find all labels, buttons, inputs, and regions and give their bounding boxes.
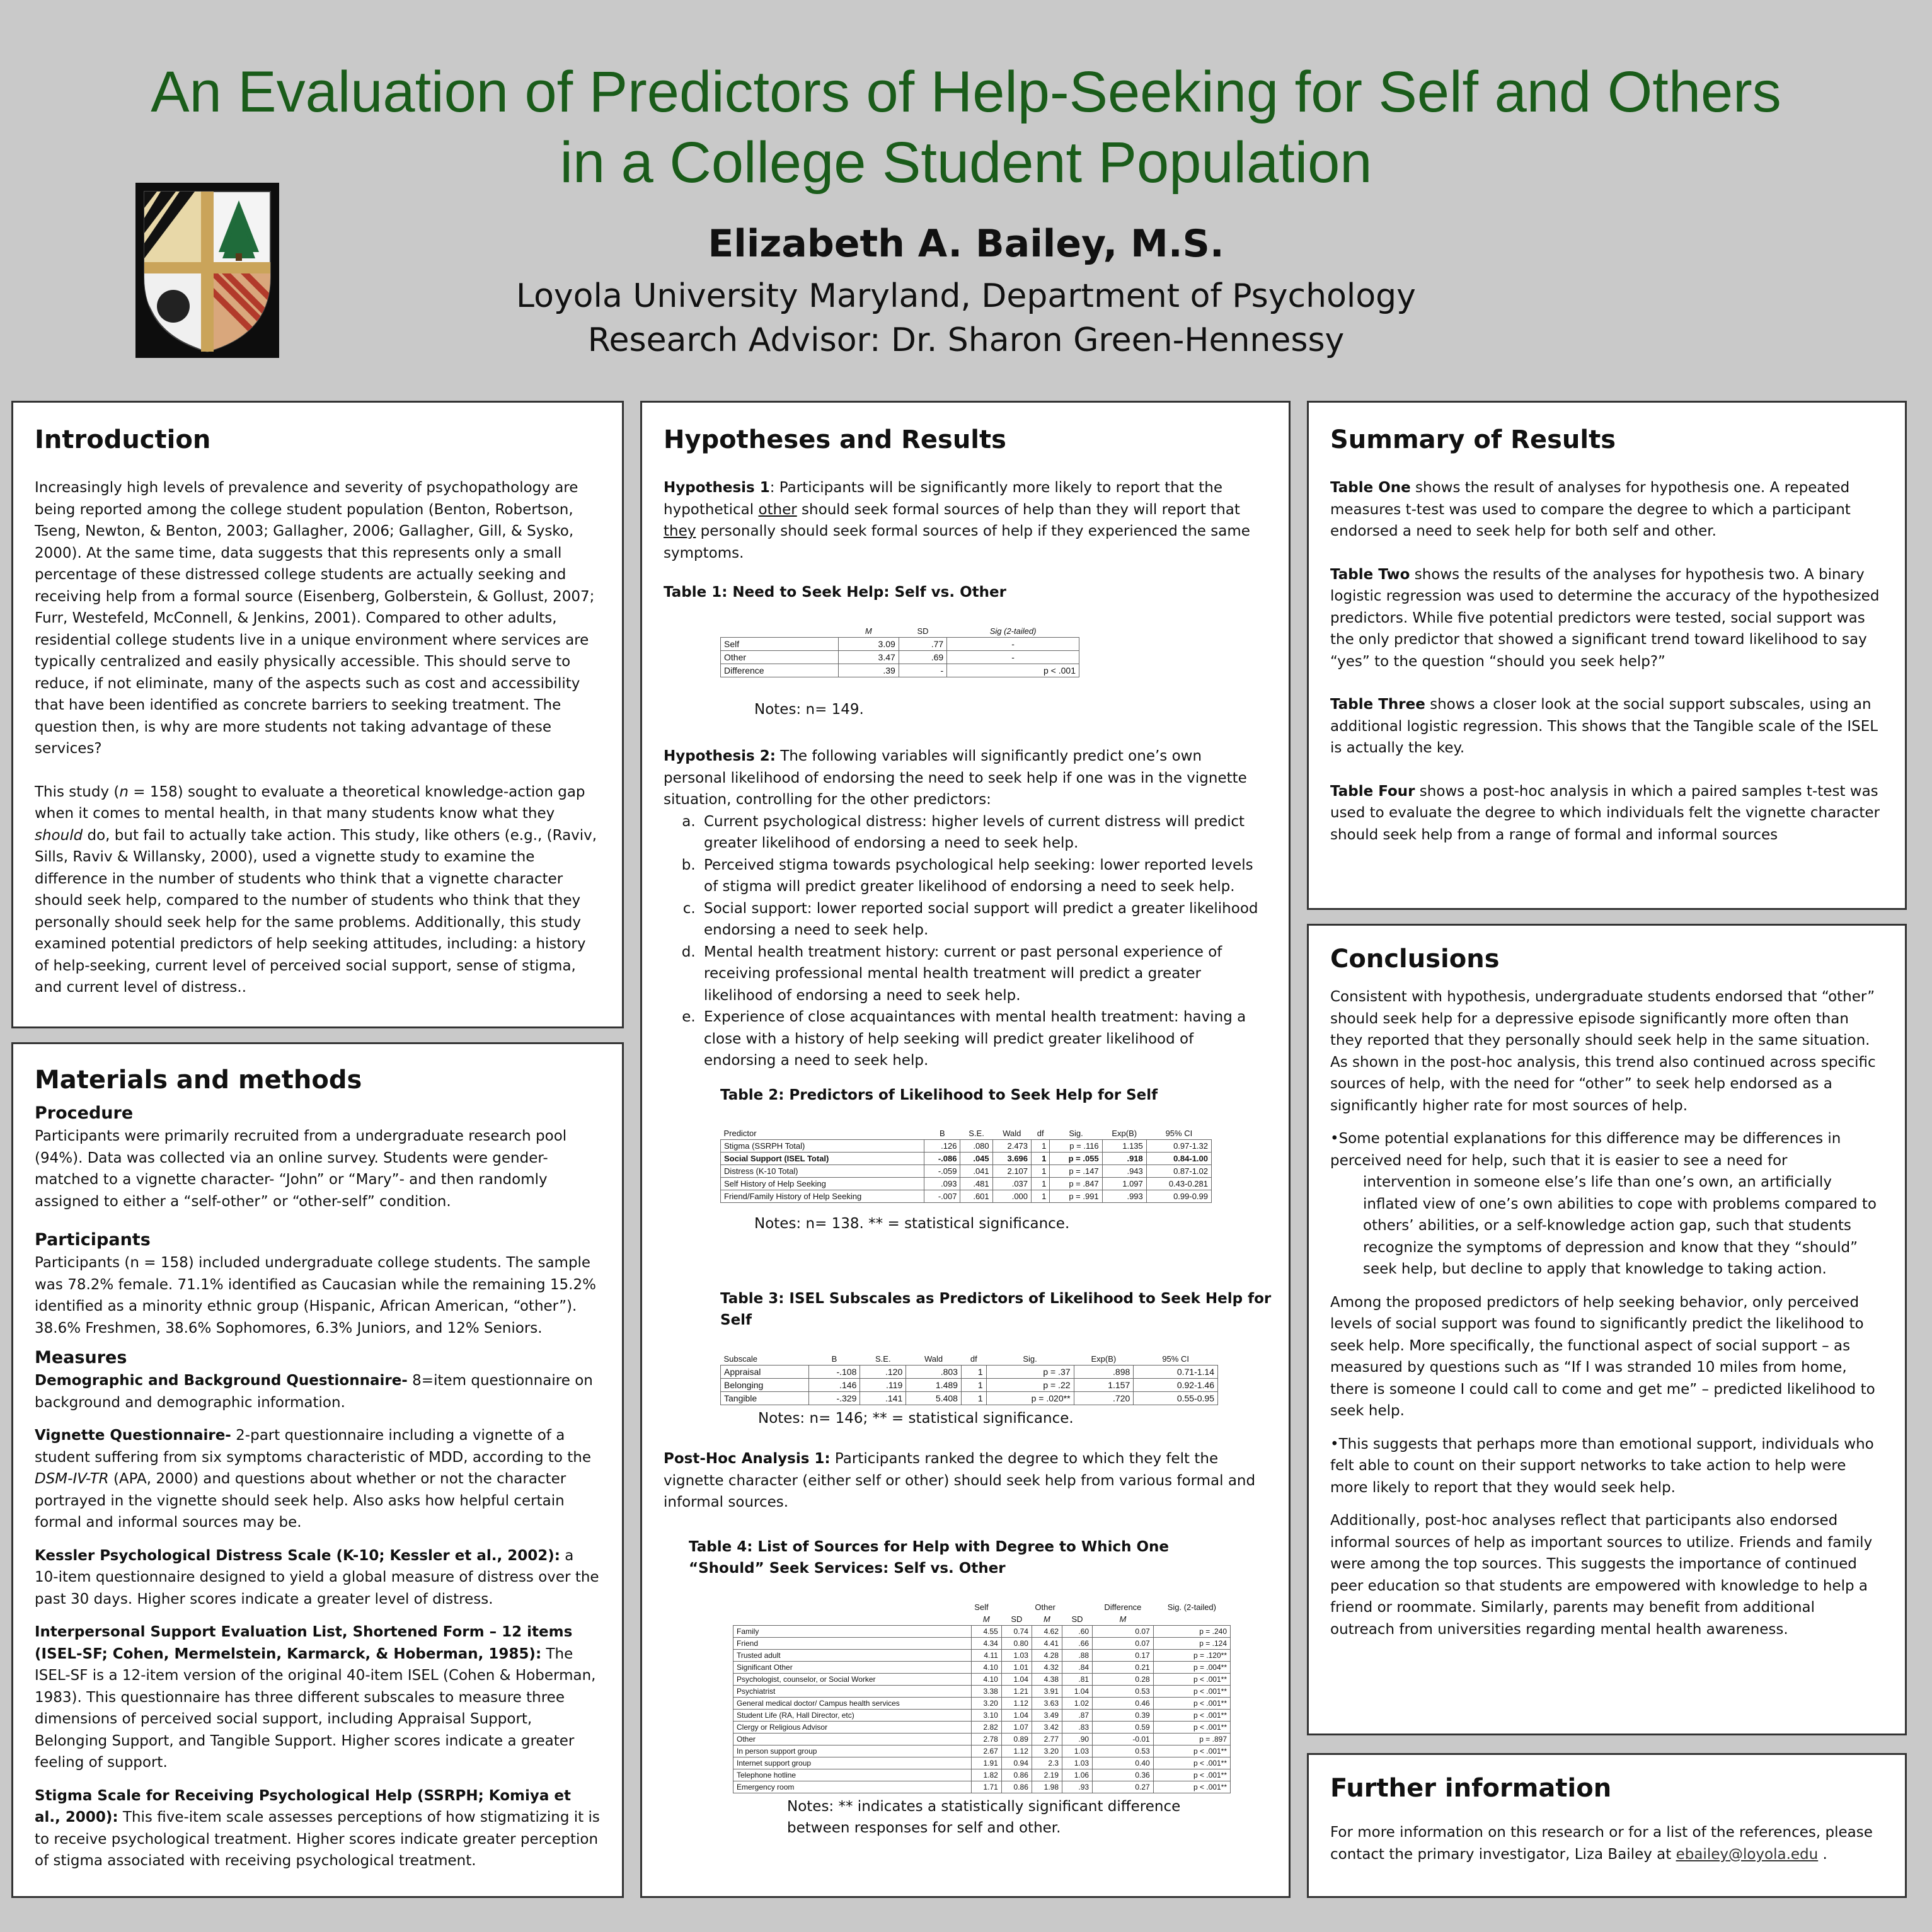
table-4-note: Notes: ** indicates a statistically significant difference between responses for self and other. [787,1798,1181,1836]
further-info-heading: Further information [1330,1774,1612,1803]
table-cell: .81 [1062,1673,1093,1685]
introduction-heading: Introduction [35,425,211,454]
table-cell: .141 [860,1391,906,1405]
table-cell: -.329 [808,1391,860,1405]
table-cell: 0.55-0.95 [1134,1391,1218,1405]
table-cell: Appraisal [721,1365,809,1378]
table-cell: 0.53 [1093,1685,1154,1697]
table-header-cell: df [1037,1129,1044,1138]
table-cell: 0.28 [1093,1673,1154,1685]
table-cell: p = .120** [1153,1649,1230,1661]
table-cell: 1 [961,1365,986,1378]
table-cell: Student Life (RA, Hall Director, etc) [733,1709,972,1721]
table-cell: 0.94 [1001,1757,1032,1769]
table-4 [733,1601,1231,1793]
table-cell: .898 [1074,1365,1134,1378]
table-cell: p = .147 [1050,1165,1102,1178]
intro-paragraph-1: Increasingly high levels of prevalence and severity of psychopathology are being reported among the college student population (Benton, Robertson, Tseng, Newton, & Benton, 2003; Gallagher, 2006; Gallagher, Gill, & Sysko, 2000). At the same time, data suggests that this represents only a small percentage of these distressed college students are actually seeking and receiving help from a formal source (Eisenberg, Golberstein, & Gollust, 2007; Furr, Westefeld, McConnell, & Jenkins, 2001). Compared to other adults, residential college students live in a unique environment where services are typically centralized and easily physically accessible. This should serve to reduce, if not eliminate, many of the aspects such as cost and accessibility that have been identified as concrete barriers to seeking treatment. The question then, is why are more students not taking advantage of these services? [35,480,595,757]
conclusions-paragraph-3: Additionally, post-hoc analyses reflect that participants also endorsed informal sources of help as important sources to utilize. Friends and family were among the top sources. This suggests the importance of continued peer education so that students are empowered with knowledge to help a friend or roommate. Similarly, parents may benefit from additional outreach from universities regarding mental health awareness. [1330,1512,1873,1638]
table-cell: Family [733,1625,972,1637]
hypothesis-1: Hypothesis 1: Participants will be significantly more likely to report that the hypothetical other should seek formal sources of help than they will report that they personally should seek formal sources of help if they experienced the same symptoms. [664,480,1250,561]
table-cell: p = .124 [1153,1637,1230,1649]
table-header-cell: B [939,1129,945,1138]
table-header-cell: Exp(B) [1112,1129,1137,1138]
table-cell: 0.39 [1093,1709,1154,1721]
table-cell: Internet support group [733,1757,972,1769]
table-row [733,1673,1231,1685]
table-cell: 0.89 [1001,1733,1032,1745]
table-cell: 1.06 [1062,1769,1093,1781]
table-row [721,1140,1212,1153]
table-2 [720,1127,1212,1203]
table-cell: 1.12 [1001,1697,1032,1709]
table-cell: p < .001** [1153,1697,1230,1709]
table-row [721,1378,1218,1391]
table-cell: Psychologist, counselor, or Social Worker [733,1673,972,1685]
table-cell: Distress (K-10 Total) [721,1165,924,1178]
table-cell: 3.20 [1032,1745,1062,1757]
table-header-cell: Wald [924,1354,943,1364]
table-cell: -.108 [808,1365,860,1378]
contact-email-link[interactable]: ebailey@loyola.edu [1676,1846,1819,1863]
table-cell: .080 [960,1140,992,1153]
table-cell: p < .001** [1153,1709,1230,1721]
table-row: Self 3.09 .77 - [721,637,1079,650]
table-cell: .146 [808,1378,860,1391]
table-header-cell [733,1601,972,1613]
table-cell: 1 [1032,1190,1050,1203]
table-header-cell: S.E. [969,1129,984,1138]
table-cell: 0.40 [1093,1757,1154,1769]
table-cell: 1.097 [1102,1178,1146,1190]
table-cell: .481 [960,1178,992,1190]
table-cell: .66 [1062,1637,1093,1649]
table-cell: 1 [961,1378,986,1391]
table-cell: 1.04 [1001,1709,1032,1721]
summary-panel [1307,401,1907,910]
table-row [733,1781,1231,1793]
table-cell: p = .37 [986,1365,1074,1378]
table-cell: 3.63 [1032,1697,1062,1709]
conclusions-bullet-1: •Some potential explanations for this difference may be differences in perceived need for help, such that it is easier to see a need for intervention in someone else’s life than one’s own, an artificially inflated view of one’s own abilities to cope with problems compared to others’ abilities, or a self-knowledge action gap, such that students recognize the symptoms of depression and know that they “should” seek help, but decline to apply that knowledge to taking action. [1330,1130,1877,1277]
table-cell: p = .991 [1050,1190,1102,1203]
table-cell: Tangible [721,1391,809,1405]
table-cell: 1.02 [1062,1697,1093,1709]
table-4-caption: Table 4: List of Sources for Help with Degree to Which One “Should” Seek Services: Self vs. Other [689,1538,1170,1577]
table-cell: 4.34 [971,1637,1001,1649]
table-row [721,1153,1212,1165]
hypothesis-2-list [664,811,1267,1072]
further-info-panel [1307,1753,1907,1898]
table-cell: -.059 [924,1165,960,1178]
table-header-cell: B [831,1354,837,1364]
table-header-cell: M [865,626,872,636]
table-cell: 0.86 [1001,1769,1032,1781]
table-cell: 2.473 [992,1140,1031,1153]
table-cell: General medical doctor/ Campus health services [733,1697,972,1709]
table-cell: p = .897 [1153,1733,1230,1745]
table-3-note: Notes: n= 146; ** = statistical significance. [758,1410,1074,1427]
measure-demographic: Demographic and Background Questionnaire- 8=item questionnaire on background and demographic information. [35,1372,593,1411]
research-advisor: Research Advisor: Dr. Sharon Green-Hennessy [587,321,1345,359]
table-cell: 1 [961,1391,986,1405]
table-cell: Belonging [721,1378,809,1391]
table-cell: Clergy or Religious Advisor [733,1721,972,1733]
table-header-cell: Sig (2-tailed) [989,626,1037,636]
table-2-note: Notes: n= 138. ** = statistical significance. [754,1216,1070,1232]
summary-table-one: Table One shows the result of analyses for hypothesis one. A repeated measures t-test was used to compare the degree to which a participant endorsed a need to seek help for both self and other. [1330,480,1851,539]
title-line-1: An Evaluation of Predictors of Help-Seeking for Self and Others [151,60,1781,124]
intro-paragraph-2: This study (n = 158) sought to evaluate a theoretical knowledge-action gap when it comes to mental health, in that many students know what they should do, but fail to actually take action. This study, like others (e.g., (Raviv, Sills, Raviv & Willansky, 2000), used a vignette study to examine the difference in the number of students who think that a vignette character should seek help, compared to the number of students who think that they personally should seek help for the same problems. Additionally, this study examined potential predictors of help seeking attitudes, including: a history of help-seeking, current level of perceived social support, sense of stigma, and current level of distress.. [35,783,597,996]
conclusions-heading: Conclusions [1330,945,1500,974]
table-header-cell: Difference [1104,1602,1142,1612]
table-cell: p = .020** [986,1391,1074,1405]
table-3-header [721,1353,1218,1366]
hypothesis-2: Hypothesis 2: The following variables will significantly predict one’s own personal likelihood of endorsing the need to seek help if one was in the vignette situation, controlling for the other predictors: [664,748,1247,808]
table-header-cell: SD [1011,1614,1023,1624]
table-cell: 1.82 [971,1769,1001,1781]
table-row [733,1661,1231,1673]
table-cell: p = .22 [986,1378,1074,1391]
table-cell: Other [733,1733,972,1745]
table-row [733,1625,1231,1637]
table-cell: .60 [1062,1625,1093,1637]
table-cell: 1.489 [906,1378,962,1391]
table-header-cell: S.E. [875,1354,891,1364]
table-cell: .601 [960,1190,992,1203]
table-header-cell: Other [1035,1602,1055,1612]
table-cell: p < .001** [1153,1685,1230,1697]
table-4-group-header [733,1601,1231,1613]
table-header-cell: Predictor [723,1129,757,1138]
table-1-header [721,625,1079,638]
table-cell: 4.10 [971,1673,1001,1685]
table-cell: .720 [1074,1391,1134,1405]
list-item: a. Current psychological distress: higher levels of current distress will predict greater likelihood of endorsing a need to seek help. [700,811,1267,854]
table-cell: 0.17 [1093,1649,1154,1661]
table-cell: 2.77 [1032,1733,1062,1745]
table-cell: 1.71 [971,1781,1001,1793]
table-row: Other 3.47 .69 - [721,650,1079,664]
introduction-panel [11,401,624,1028]
table-cell: 0.80 [1001,1637,1032,1649]
table-2-header [721,1127,1212,1140]
table-cell: .993 [1102,1190,1146,1203]
table-cell: Significant Other [733,1661,972,1673]
table-cell: 3.91 [1032,1685,1062,1697]
procedure-text: Participants were primarily recruited from a undergraduate research pool (94%). Data was collected via an online survey. Students were gender-matched to a vignette character- “John” or “Mary”- and then randomly assigned to either a “self-other” or “other-self” condition. [35,1128,567,1210]
table-header-cell: Subscale [723,1354,757,1364]
table-cell: 2.78 [971,1733,1001,1745]
table-header-cell: Sig. [1069,1129,1083,1138]
table-cell: 1.91 [971,1757,1001,1769]
table-cell: p < .001** [1153,1745,1230,1757]
table-cell: 1 [1032,1178,1050,1190]
table-cell: 1.04 [1001,1673,1032,1685]
hypotheses-heading: Hypotheses and Results [664,425,1006,454]
table-cell: 0.71-1.14 [1134,1365,1218,1378]
table-row [733,1697,1231,1709]
table-cell: 0.53 [1093,1745,1154,1757]
table-cell: 4.62 [1032,1625,1062,1637]
table-cell: 1.98 [1032,1781,1062,1793]
table-cell: Trusted adult [733,1649,972,1661]
table-cell: 4.38 [1032,1673,1062,1685]
table-cell: 2.107 [992,1165,1031,1178]
measure-isel: Interpersonal Support Evaluation List, Shortened Form – 12 items (ISEL-SF; Cohen, Mermelstein, Karmarck, & Hoberman, 1985): The ISEL-SF is a 12-item version of the original 40-item ISEL (Cohen & Hoberman, 1983). This questionnaire has three different subscales to measure three dimensions of perceived social support, including Appraisal Support, Belonging Support, and Tangible Support. Higher scores indicate a greater feeling of support. [35,1624,596,1771]
table-cell: 0.86 [1001,1781,1032,1793]
table-cell: Friend [733,1637,972,1649]
table-cell: 1.07 [1001,1721,1032,1733]
table-cell: 1.01 [1001,1661,1032,1673]
table-cell: p = .240 [1153,1625,1230,1637]
table-3-caption: Table 3: ISEL Subscales as Predictors of Likelihood to Seek Help for Self [720,1290,1272,1328]
title-line-2: in a College Student Population [560,130,1372,195]
summary-heading: Summary of Results [1330,425,1616,454]
table-cell: Emergency room [733,1781,972,1793]
table-cell: 3.49 [1032,1709,1062,1721]
table-cell: 0.97-1.32 [1146,1140,1211,1153]
table-header-cell [1153,1613,1230,1626]
table-cell: .041 [960,1165,992,1178]
table-cell: 0.07 [1093,1637,1154,1649]
table-row [733,1649,1231,1661]
conclusions-paragraph-1: Consistent with hypothesis, undergraduate students endorsed that “other” should seek help for a depressive episode significantly more often than they reported that they personally should seek help in the same situation. As shown in the post-hoc analysis, this trend also continued across specific sources of help, with the need for “other” to seek help endorsed as a significantly higher rate for most sources of help. [1330,989,1876,1114]
table-cell: .045 [960,1153,992,1165]
table-cell: p < .001** [1153,1721,1230,1733]
table-row [733,1745,1231,1757]
table-cell: .093 [924,1178,960,1190]
table-cell: 1 [1032,1165,1050,1178]
author-affiliation: Loyola University Maryland, Department of Psychology [516,277,1416,315]
table-cell: 1.21 [1001,1685,1032,1697]
table-header-cell: SD [917,626,929,636]
table-cell: p = .055 [1050,1153,1102,1165]
measure-ssrph: Stigma Scale for Receiving Psychological Help (SSRPH; Komiya et al., 2000): This five-item scale assesses perceptions of how stigmatizing it is to receive psychological treatment. Higher scores indicate greater perception of stigma associated with receiving psychological treatment. [35,1787,600,1869]
table-1 [720,625,1079,677]
conclusions-paragraph-2: Among the proposed predictors of help seeking behavior, only perceived levels of social support was found to significantly predict the likelihood to seek help. More specifically, the functional aspect of social support – as measured by questions such as “If I was stranded 10 miles from home, there is someone I could call to come and get me” – predicted likelihood to seek help. [1330,1294,1875,1419]
table-header-cell [721,625,839,638]
table-cell: p < .001** [1153,1769,1230,1781]
table-cell: 4.41 [1032,1637,1062,1649]
table-cell: 0.43-0.281 [1146,1178,1211,1190]
table-cell: 4.10 [971,1661,1001,1673]
table-row [733,1637,1231,1649]
table-cell: p = .847 [1050,1178,1102,1190]
table-cell: 0.87-1.02 [1146,1165,1211,1178]
poster-title [50,57,1882,198]
summary-table-two: Table Two shows the results of the analyses for hypothesis two. A binary logistic regression was used to determine the accuracy of the hypothesized predictors. While five potential predictors were tested, social support was the only predictor that showed a significant trend toward likelihood to say “yes” to the question “should you seek help?” [1330,566,1880,670]
author-name: Elizabeth A. Bailey, M.S. [708,222,1224,266]
table-row [733,1769,1231,1781]
table-cell: 0.74 [1001,1625,1032,1637]
table-cell: 1.12 [1001,1745,1032,1757]
table-cell: 0.84-1.00 [1146,1153,1211,1165]
table-cell: 5.408 [906,1391,962,1405]
table-cell: .84 [1062,1661,1093,1673]
table-row [733,1733,1231,1745]
table-header-cell [733,1613,972,1626]
table-cell: p < .001** [1153,1673,1230,1685]
table-cell: .119 [860,1378,906,1391]
table-cell: 1.04 [1062,1685,1093,1697]
table-cell: 1.03 [1062,1745,1093,1757]
table-cell: 0.92-1.46 [1134,1378,1218,1391]
table-cell: 2.19 [1032,1769,1062,1781]
table-cell: 4.55 [971,1625,1001,1637]
table-header-cell: Self [974,1602,989,1612]
table-cell: 4.32 [1032,1661,1062,1673]
table-header-cell: M [1044,1614,1050,1624]
conclusions-panel [1307,924,1907,1735]
participants-heading: Participants [35,1230,151,1250]
table-row [721,1178,1212,1190]
table-header-cell: M [1119,1614,1127,1624]
table-cell: 2.82 [971,1721,1001,1733]
table-cell: 0.99-0.99 [1146,1190,1211,1203]
table-header-cell: 95% CI [1162,1354,1189,1364]
table-cell: 4.28 [1032,1649,1062,1661]
table-cell: .918 [1102,1153,1146,1165]
table-cell: .000 [992,1190,1031,1203]
list-item: c. Social support: lower reported social support will predict a greater likelihood endorsing a need to seek help. [700,898,1267,941]
table-cell: p < .001** [1153,1757,1230,1769]
table-cell: 1.03 [1001,1649,1032,1661]
table-cell: 2.67 [971,1745,1001,1757]
table-cell: 0.46 [1093,1697,1154,1709]
table-cell: 3.20 [971,1697,1001,1709]
table-2-caption: Table 2: Predictors of Likelihood to Seek Help for Self [720,1086,1158,1103]
table-4-header [733,1613,1231,1626]
table-cell: .83 [1062,1721,1093,1733]
table-cell: Telephone hotline [733,1769,972,1781]
post-hoc-analysis: Post-Hoc Analysis 1: Participants ranked the degree to which they felt the vignette character (either self or other) should seek help from various formal and informal sources. [664,1451,1256,1510]
table-cell: 1.135 [1102,1140,1146,1153]
procedure-heading: Procedure [35,1103,134,1123]
methods-heading: Materials and methods [35,1066,362,1095]
table-cell: Stigma (SSRPH Total) [721,1140,924,1153]
table-cell: p = .116 [1050,1140,1102,1153]
table-cell: 0.59 [1093,1721,1154,1733]
table-row: Difference .39 - p < .001 [721,664,1079,677]
table-cell: -0.01 [1093,1733,1154,1745]
table-cell: .93 [1062,1781,1093,1793]
table-cell: 0.21 [1093,1661,1154,1673]
table-cell: p = .004** [1153,1661,1230,1673]
table-cell: Psychiatrist [733,1685,972,1697]
table-row [733,1685,1231,1697]
table-header-cell: Sig. (2-tailed) [1167,1602,1216,1612]
table-1-caption: Table 1: Need to Seek Help: Self vs. Other [664,584,1006,601]
table-header-cell: M [982,1614,990,1624]
further-info-text: For more information on this research or for a list of the references, please contact the primary investigator, Liza Bailey at ebailey@loyola.edu . [1330,1824,1873,1863]
table-cell: .037 [992,1178,1031,1190]
table-cell: 3.38 [971,1685,1001,1697]
list-item: d. Mental health treatment history: current or past personal experience of receiving professional mental health treatment will predict a greater likelihood of endorsing a need to seek help. [700,941,1267,1007]
table-row [733,1757,1231,1769]
table-cell: 4.11 [971,1649,1001,1661]
table-cell: .120 [860,1365,906,1378]
list-item: b. Perceived stigma towards psychological help seeking: lower reported levels of stigma will predict greater likelihood of endorsing a need to seek help. [700,854,1267,898]
table-cell: 2.3 [1032,1757,1062,1769]
summary-table-four: Table Four shows a post-hoc analysis in which a paired samples t-test was used to evaluate the degree to which individuals felt the vignette character should seek help from a range of formal and informal sources [1330,783,1880,843]
table-header-cell: 95% CI [1165,1129,1193,1138]
table-cell: p < .001** [1153,1781,1230,1793]
table-cell: .90 [1062,1733,1093,1745]
table-header-cell: Exp(B) [1091,1354,1117,1364]
table-row [733,1721,1231,1733]
table-header-cell: Sig. [1023,1354,1037,1364]
measures-heading: Measures [35,1348,127,1367]
table-cell: 1.157 [1074,1378,1134,1391]
table-cell: Self History of Help Seeking [721,1178,924,1190]
summary-table-three: Table Three shows a closer look at the social support subscales, using an additional logistic regression. This shows that the Tangible scale of the ISEL is actually the key. [1330,696,1878,756]
table-row [721,1190,1212,1203]
table-cell: 3.696 [992,1153,1031,1165]
methods-panel [11,1042,624,1898]
table-3 [720,1353,1218,1405]
table-row [721,1365,1218,1378]
measure-vignette: Vignette Questionnaire- 2-part questionnaire including a vignette of a student suffering from six symptoms characteristic of MDD, according to the DSM-IV-TR (APA, 2000) and questions about whether or not the character portrayed in the vignette should seek help. Also asks how helpful certain formal and informal sources may be. [35,1427,592,1531]
table-cell: 1.03 [1062,1757,1093,1769]
table-cell: 0.07 [1093,1625,1154,1637]
table-1-note: Notes: n= 149. [754,701,864,718]
table-cell: 3.10 [971,1709,1001,1721]
measure-kessler: Kessler Psychological Distress Scale (K-10; Kessler et al., 2002): a 10-item questionnaire designed to yield a global measure of distress over the past 30 days. Higher scores indicate a greater level of distress. [35,1547,599,1607]
table-cell: Friend/Family History of Help Seeking [721,1190,924,1203]
table-cell: .803 [906,1365,962,1378]
table-cell: 1 [1032,1140,1050,1153]
table-cell: -.086 [924,1153,960,1165]
conclusions-bullet-2: •This suggests that perhaps more than emotional support, individuals who felt able to count on their support networks to take action to help were more likely to report that they would seek help. [1330,1435,1874,1496]
table-header-cell: df [970,1354,977,1364]
table-cell: 0.36 [1093,1769,1154,1781]
table-cell: In person support group [733,1745,972,1757]
table-cell: .88 [1062,1649,1093,1661]
table-cell: 3.42 [1032,1721,1062,1733]
table-cell: .126 [924,1140,960,1153]
table-header-cell: SD [1071,1614,1083,1624]
table-cell: .87 [1062,1709,1093,1721]
list-item: e. Experience of close acquaintances with mental health treatment: having a close with a history of help seeking will predict greater likelihood of endorsing a need to seek help. [700,1006,1267,1072]
table-cell: 0.27 [1093,1781,1154,1793]
participants-text: Participants (n = 158) included undergraduate college students. The sample was 78.2% female. 71.1% identified as Caucasian while the remaining 15.2% identified as a minority ethnic group (Hispanic, African American, “other”). 38.6% Freshmen, 38.6% Sophomores, 6.3% Juniors, and 12% Seniors. [35,1255,596,1337]
table-header-cell: Wald [1003,1129,1021,1138]
table-cell: -.007 [924,1190,960,1203]
table-cell: 1 [1032,1153,1050,1165]
table-cell: .943 [1102,1165,1146,1178]
hypotheses-panel [640,401,1291,1898]
table-cell: Social Support (ISEL Total) [721,1153,924,1165]
table-row [721,1391,1218,1405]
table-row [733,1709,1231,1721]
table-row [721,1165,1212,1178]
